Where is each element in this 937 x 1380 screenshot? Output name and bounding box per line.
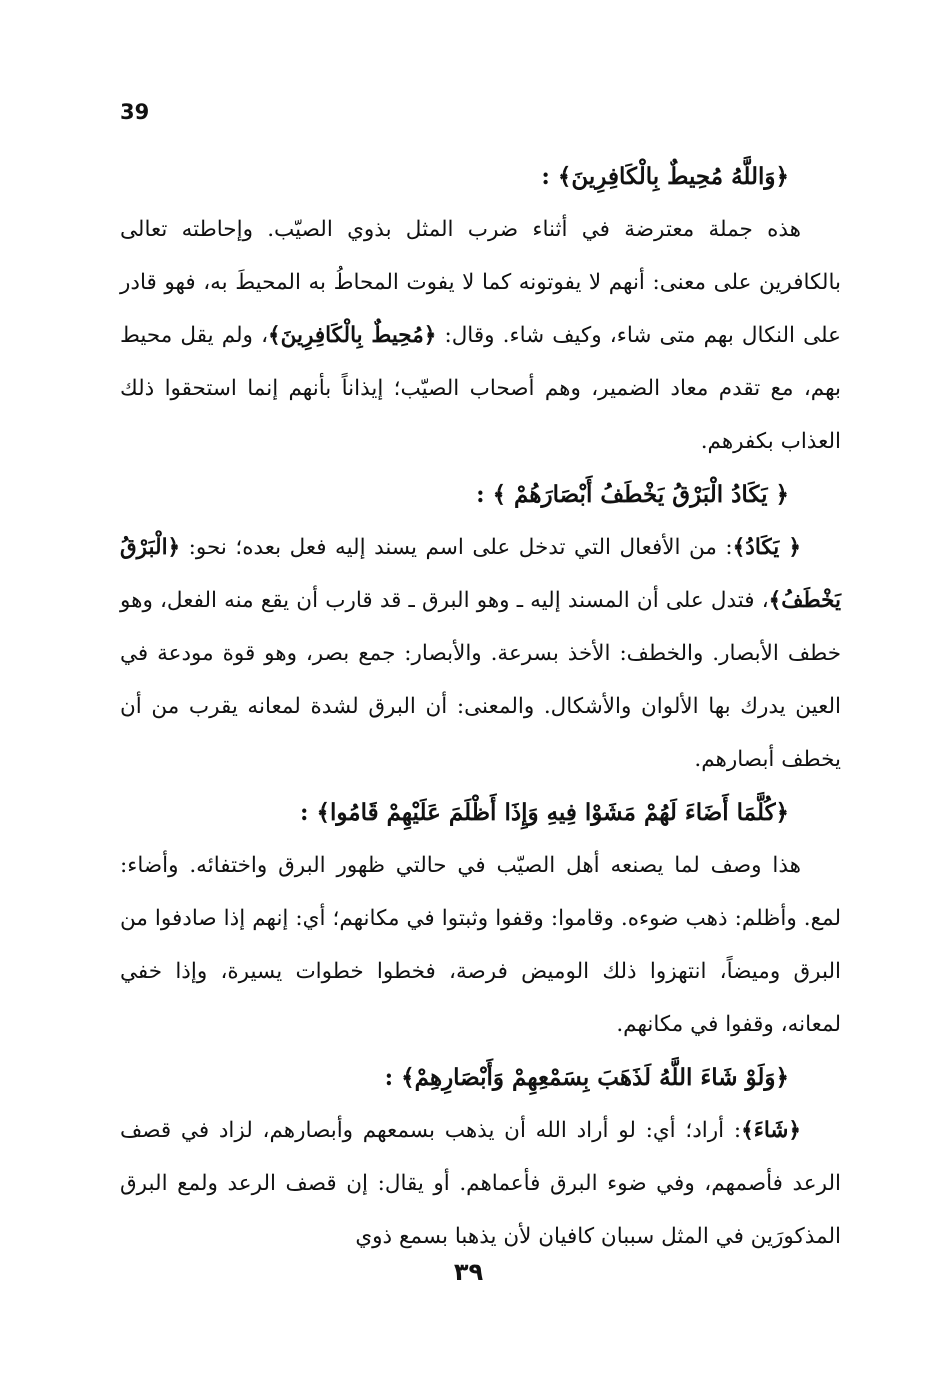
quran-quote: ﴿ يَكَادُ﴾ [732,535,801,560]
quran-quote: ﴿شَاءَ﴾ [741,1118,801,1143]
commentary-paragraph [120,203,841,468]
paragraph-text: : أراد؛ أي: لو أراد الله أن يذهب بسمعهم وأبصارهم، لزاد في قصف الرعد فأصمهم، وفي ضوء البرق فأعماهم. أو يقال: إن قصف الرعد ولمع البرق المذكورَين في المثل سببان كافيان لأن يذهبا بسمع ذوي [120,1118,841,1249]
quran-quote: ﴿كُلَّمَا أَضَاءَ لَهُمْ مَشَوْا فِيهِ وَإِذَا أَظْلَمَ عَلَيْهِمْ قَامُوا﴾ [316,799,789,826]
quran-quote: ﴿مُحِيطٌ بِالْكَافِرِينَ﴾ [268,323,437,348]
page-number-bottom: ٣٩ [453,1258,484,1286]
commentary-paragraph [120,1104,841,1263]
paragraph-text: هذه جملة معترضة في أثناء ضرب المثل بذوي الصيّب. وإحاطته تعالى بالكافرين على معنى: أنهم لا يفوتونه كما لا يفوت المحاطُ به المحيطَ به، فهو قادر على النكال بهم متى شاء، وكيف شاء. وقال: [120,217,841,348]
quran-quote: ﴿وَاللَّهُ مُحِيطٌ بِالْكَافِرِينَ﴾ [557,163,789,190]
heading-colon: : [476,481,493,508]
verse-heading [120,1051,841,1104]
commentary-paragraph [120,839,841,1051]
commentary-paragraph [120,521,841,786]
paragraph-text: ، ولم يقل محيط بهم، مع تقدم معاد الضمير، وهم أصحاب الصيّب؛ إيذاناً بأنهم إنما استحقوا ذلك العذاب بكفرهم. [120,323,841,454]
verse-heading [120,150,841,203]
heading-colon: : [300,799,317,826]
heading-colon: : [541,163,558,190]
page-body [120,150,841,1263]
page-number-top: 39 [120,100,150,124]
heading-colon: : [384,1064,402,1091]
paragraph-text: هذا وصف لما يصنعه أهل الصيّب في حالتي ظهور البرق واختفائه. وأضاء: لمع. وأظلم: ذهب ضوءه. وقاموا: وقفوا وثبتوا في مكانهم؛ أي: إنهم إذا صادفوا من البرق وميضاً، انتهزوا ذلك الوميض فرصة، فخطوا خطوات يسيرة، وإذا خفي لمعانه، وقفوا في مكانهم. [120,853,841,1037]
quran-quote: ﴿وَلَوْ شَاءَ اللَّهُ لَذَهَبَ بِسَمْعِهِمْ وَأَبْصَارِهِمْ﴾ [401,1064,789,1091]
verse-heading [120,786,841,839]
verse-heading [120,468,841,521]
quran-quote: ﴿ يَكَادُ الْبَرْقُ يَخْطَفُ أَبْصَارَهُمْ ﴾ [492,481,789,508]
quran-quote: ﴿الْبَرْقُ يَخْطَفُ﴾ [120,535,841,613]
paragraph-text: : من الأفعال التي تدخل على اسم يسند إليه فعل بعده؛ نحو: [180,535,733,560]
paragraph-text: ، فتدل على أن المسند إليه ـ وهو البرق ـ قد قارب أن يقع منه الفعل، وهو خطف الأبصار. والخطف: الأخذ بسرعة. والأبصار: جمع بصر، وهو قوة مودعة في العين يدرك بها الألوان والأشكال. والمعنى: أن البرق لشدة لمعانه يقرب من أن يخطف أبصارهم. [120,588,841,772]
